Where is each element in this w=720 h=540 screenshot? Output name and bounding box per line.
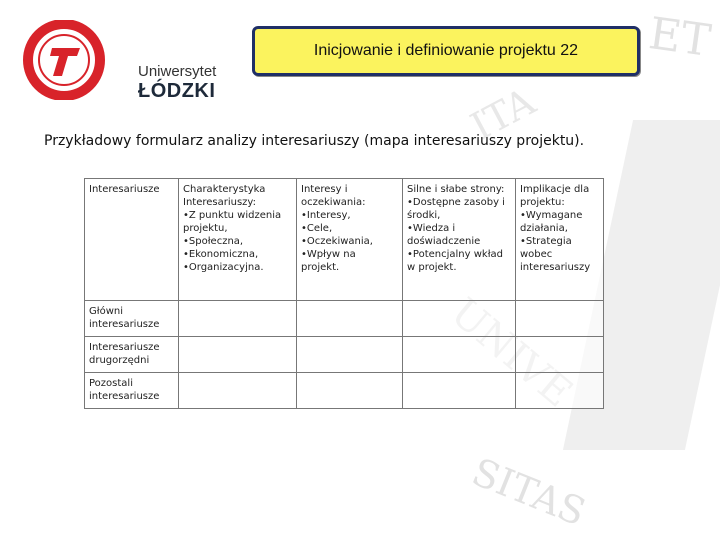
cell-line: w projekt. xyxy=(407,262,457,273)
table-row xyxy=(85,337,604,373)
table-cell xyxy=(516,373,604,409)
cell-line: środki, xyxy=(407,210,441,221)
cell-line: oczekiwania: xyxy=(301,197,366,208)
table-row xyxy=(85,301,604,337)
stakeholder-analysis-table xyxy=(84,178,604,409)
cell-line: •Wpływ na xyxy=(301,249,356,260)
watermark-text-sitas: SITAS xyxy=(466,449,592,535)
watermark-text-ita: ITA xyxy=(463,79,543,149)
table-cell xyxy=(179,337,297,373)
cell-line: projektu, xyxy=(183,223,228,234)
row-label-main-stakeholders xyxy=(85,301,179,337)
cell-line: interesariuszy xyxy=(520,262,591,273)
cell-line: doświadczenie xyxy=(407,236,481,247)
cell-line: •Z punktu widzenia xyxy=(183,210,282,221)
cell-line: Interesariusze xyxy=(89,342,160,353)
cell-line: Interesy i xyxy=(301,184,348,195)
slide-title: Inicjowanie i definiowanie projektu 22 xyxy=(252,26,640,76)
row-label-secondary-stakeholders xyxy=(85,337,179,373)
table-cell xyxy=(297,337,403,373)
logo-university-word: Uniwersytet xyxy=(138,63,217,80)
cell-line: •Potencjalny wkład xyxy=(407,249,504,260)
university-logo xyxy=(22,20,222,100)
cell-line: Silne i słabe strony: xyxy=(407,184,505,195)
cell-line: •Dostępne zasoby i xyxy=(407,197,505,208)
cell-line: •Cele, xyxy=(301,223,333,234)
cell-line: •Wiedza i xyxy=(407,223,456,234)
cell-line: projekt. xyxy=(301,262,340,273)
table-cell xyxy=(403,373,516,409)
table-header-row xyxy=(85,179,604,301)
university-seal-icon xyxy=(22,20,112,100)
cell-line: projektu: xyxy=(520,197,565,208)
cell-line: •Wymagane xyxy=(520,210,583,221)
header-cell-implications xyxy=(516,179,604,301)
cell-line: wobec xyxy=(520,249,553,260)
cell-line: drugorzędni xyxy=(89,355,150,366)
cell-line: interesariusze xyxy=(89,319,160,330)
table-cell xyxy=(179,373,297,409)
watermark-text-et: ET xyxy=(645,7,714,68)
table-cell xyxy=(403,301,516,337)
cell-line: Interesariuszy: xyxy=(183,197,256,208)
cell-line: działania, xyxy=(520,223,568,234)
table-cell xyxy=(297,373,403,409)
header-cell-characteristics xyxy=(179,179,297,301)
table-cell xyxy=(516,337,604,373)
table-cell xyxy=(179,301,297,337)
row-label-other-stakeholders xyxy=(85,373,179,409)
cell-line: Implikacje dla xyxy=(520,184,590,195)
header-cell-interests xyxy=(297,179,403,301)
cell-line: •Ekonomiczna, xyxy=(183,249,259,260)
cell-line: Główni xyxy=(89,306,124,317)
table-cell xyxy=(516,301,604,337)
cell-line: Pozostali xyxy=(89,378,133,389)
logo-city-word: ŁÓDZKI xyxy=(138,80,216,102)
cell-line: Charakterystyka xyxy=(183,184,266,195)
cell-line: •Organizacyjna. xyxy=(183,262,264,273)
cell-line: •Strategia xyxy=(520,236,572,247)
cell-line: •Społeczna, xyxy=(183,236,244,247)
cell-line: interesariusze xyxy=(89,391,160,402)
table-row xyxy=(85,373,604,409)
cell-line: Interesariusze xyxy=(89,184,160,195)
cell-line: •Oczekiwania, xyxy=(301,236,373,247)
table-cell xyxy=(403,337,516,373)
header-cell-stakeholders xyxy=(85,179,179,301)
cell-line: •Interesy, xyxy=(301,210,351,221)
table-cell xyxy=(297,301,403,337)
header-cell-strengths-weaknesses xyxy=(403,179,516,301)
slide-subtitle: Przykładowy formularz analizy interesariuszy (mapa interesariuszy projektu). xyxy=(44,133,585,149)
